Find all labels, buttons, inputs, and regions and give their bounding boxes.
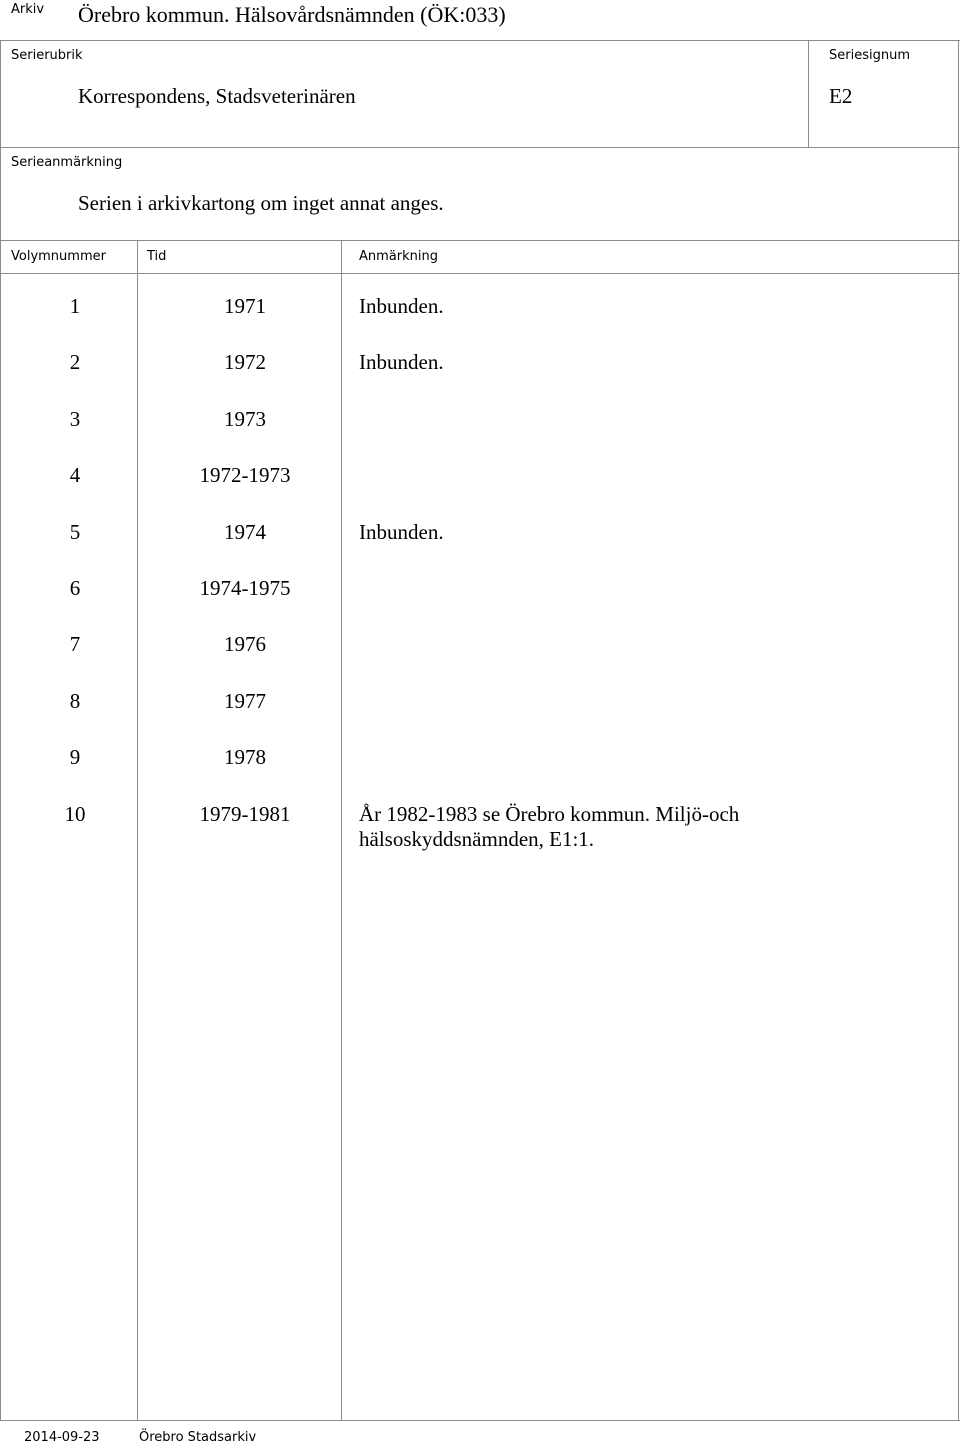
volume-remark: Inbunden. <box>359 294 444 318</box>
footer-organization: Örebro Stadsarkiv <box>139 1430 257 1445</box>
frame-right <box>958 40 959 1420</box>
volume-time: 1972 <box>224 350 266 374</box>
volume-number: 9 <box>69 745 81 769</box>
divider-table-header <box>0 273 960 274</box>
volume-time: 1971 <box>224 294 266 318</box>
column-header-anmarkning: Anmärkning <box>359 249 438 264</box>
divider-anmarkning <box>0 240 960 241</box>
volume-time: 1972-1973 <box>199 463 291 487</box>
volume-time: 1974-1975 <box>199 576 291 600</box>
volume-remark: Inbunden. <box>359 350 444 374</box>
serierubrik-value: Korrespondens, Stadsveterinären <box>78 84 356 108</box>
table-row <box>0 407 960 435</box>
volume-time: 1979-1981 <box>199 802 291 826</box>
serierubrik-label: Serierubrik <box>11 48 83 63</box>
table-row <box>0 294 960 322</box>
volume-time: 1974 <box>224 520 266 544</box>
volume-time: 1976 <box>224 632 266 656</box>
divider-bottom <box>0 1420 960 1421</box>
volume-number: 6 <box>69 576 81 600</box>
divider-rubrik <box>0 147 960 148</box>
footer-date: 2014-09-23 <box>24 1430 100 1445</box>
table-row <box>0 463 960 491</box>
serieanmarkning-label: Serieanmärkning <box>11 155 123 170</box>
volume-remark: Inbunden. <box>359 520 444 544</box>
volume-number: 2 <box>69 350 81 374</box>
volume-remark: År 1982-1983 se Örebro kommun. Miljö-och hälsoskyddsnämnden, E1:1. <box>359 802 740 851</box>
divider-top <box>0 40 960 41</box>
volume-time: 1978 <box>224 745 266 769</box>
seriesignum-value: E2 <box>829 84 853 108</box>
table-row <box>0 745 960 773</box>
volume-number: 10 <box>64 802 86 826</box>
table-row <box>0 576 960 604</box>
volume-number: 3 <box>69 407 81 431</box>
volume-number: 1 <box>69 294 81 318</box>
volume-number: 7 <box>69 632 81 656</box>
seriesignum-label: Seriesignum <box>829 48 910 63</box>
divider-signum <box>808 40 809 147</box>
serieanmarkning-value: Serien i arkivkartong om inget annat anges. <box>78 191 444 215</box>
column-header-volymnummer: Volymnummer <box>11 249 106 264</box>
volume-number: 5 <box>69 520 81 544</box>
table-row <box>0 802 960 851</box>
table-row <box>0 632 960 660</box>
frame-left <box>0 40 1 1420</box>
volume-number: 8 <box>69 689 81 713</box>
table-row <box>0 520 960 548</box>
volume-time: 1973 <box>224 407 266 431</box>
arkiv-title: Örebro kommun. Hälsovårdsnämnden (ÖK:033) <box>78 2 506 27</box>
table-row <box>0 350 960 378</box>
volume-time: 1977 <box>224 689 266 713</box>
column-header-tid: Tid <box>147 249 167 264</box>
table-row <box>0 689 960 717</box>
volume-number: 4 <box>69 463 81 487</box>
arkiv-label: Arkiv <box>11 2 45 17</box>
